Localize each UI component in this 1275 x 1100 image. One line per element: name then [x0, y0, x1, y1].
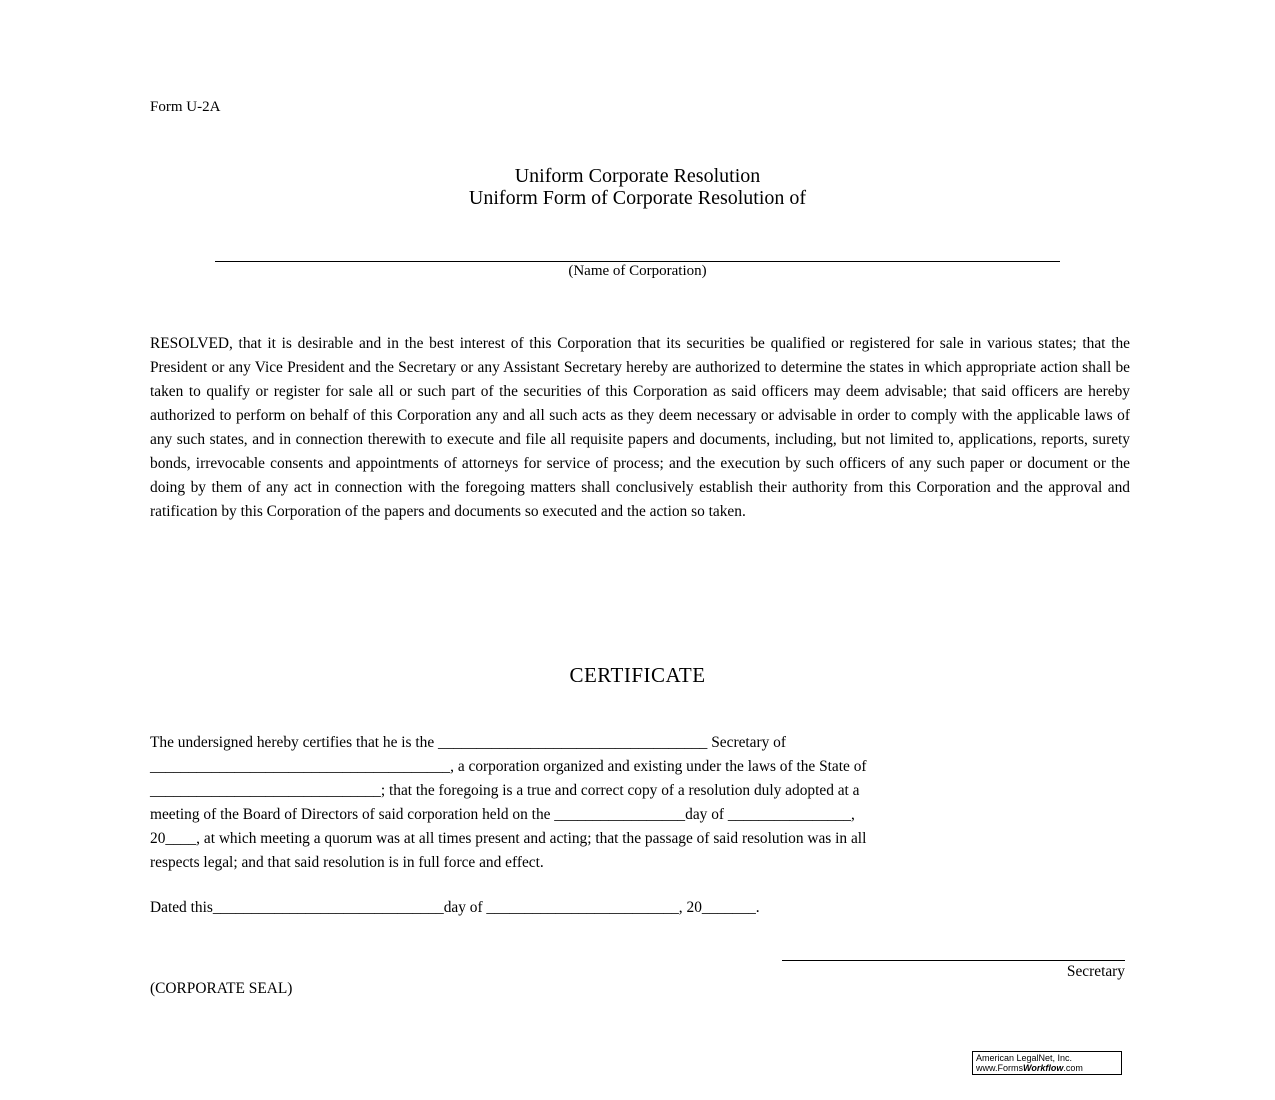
publisher-url-suffix: .com [1063, 1063, 1083, 1073]
publisher-url-italic: Workflow [1023, 1063, 1064, 1073]
resolution-paragraph: RESOLVED, that it is desirable and in the best interest of this Corporation that its securities be qualified or registered for sale in various states; that the President or any Vice President and the Secretary or any Assistant Secretary hereby are authorized to determine the states in which appropriate action shall be taken to qualify or register for sale all or such part of the securities of this Corporation as said officers may deem advisable; that said officers are hereby authorized to perform on behalf of this Corporation any and all such acts as they deem necessary or advisable in order to comply with the applicable laws of any such states, and in connection therewith to execute and file all requisite papers and documents, including, but not limited to, applications, reports, surety bonds, irrevocable consents and appointments of attorneys for service of process; and the execution by such officers of any such paper or document or the doing by them of any act in connection with the foregoing matters shall conclusively establish their authority from this Corporation and the approval and ratification by this Corporation of the papers and documents so executed and the action so taken. [150, 335, 1130, 520]
publisher-name: American LegalNet, Inc. [976, 1053, 1073, 1063]
title-line-2: Uniform Form of Corporate Resolution of [468, 187, 807, 209]
document-title [0, 165, 1275, 209]
publisher-url-prefix: www.Forms [976, 1063, 1023, 1073]
publisher-url [976, 1063, 1121, 1073]
title-line-1: Uniform Corporate Resolution [514, 165, 761, 187]
secretary-signature-blank[interactable] [782, 950, 1125, 961]
dated-line: Dated this______________________________day of _________________________, 20_______. [150, 899, 760, 916]
form-id: Form U-2A [150, 99, 221, 115]
corporate-seal-label: (CORPORATE SEAL) [150, 980, 293, 997]
corporation-name-blank[interactable] [215, 247, 1060, 262]
certificate-body: The undersigned hereby certifies that he is the ___________________________________ Secretary of _______________________________________, a corporation organized and existing under the laws of the State of ______________________________; that the foregoing is a true and correct copy of a resolution duly adopted at a meeting of the Board of Directors of said corporation held on the _________________day of ________________, 20____, at which meeting a quorum was at all times present and acting; that the passage of said resolution was in all respects legal; and that said resolution is in full force and effect. [150, 734, 867, 871]
corporation-name-caption: (Name of Corporation) [568, 263, 707, 279]
secretary-label: Secretary [1066, 963, 1125, 980]
publisher-badge [972, 1051, 1122, 1075]
certificate-heading: CERTIFICATE [569, 663, 706, 687]
